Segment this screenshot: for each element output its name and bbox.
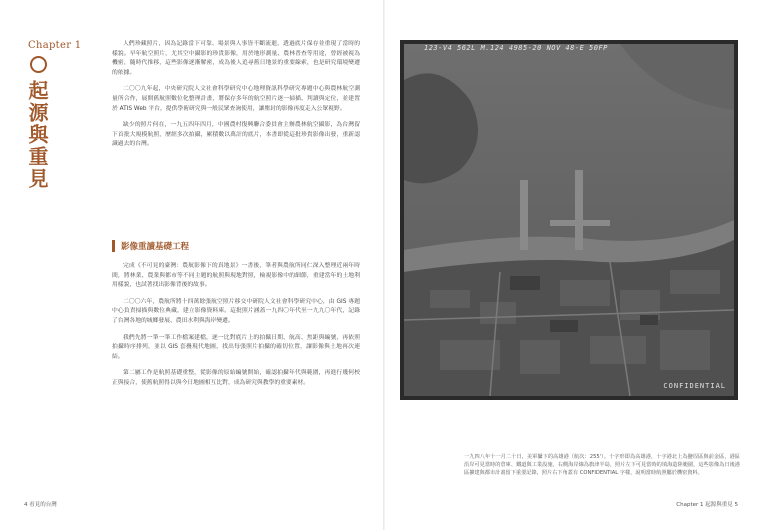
paragraph: 第二屬工作是航照基礎重整，從影像的原始編號開始，確認拍攝年代與範圍，再進行幾何校正與接合，使舊航照得以與今日地圖相互比對，成為研究與教學的重要素材。 xyxy=(112,370,360,386)
chapter-title: 起源與重見 xyxy=(25,80,49,190)
paragraph: 二〇〇九年起，中央研究院人文社會科學研究中心地理資訊科學研究專題中心與農林航空測量所合作，展開舊航照數位化整理計畫，將保存多年的航空照片逐一掃描、判讀與定位，並建置於 ATIS Web 平台，提供學術研究與一般民眾查詢使用，讓塵封的影像再度走入公眾視野。 xyxy=(112,86,360,112)
paragraph: 缺少的照片何在，一九五四年四月，中國農村復興聯合委員會主辦農林航空攝影，為台灣留下首批大規模航照，歷經多次拍攝，累積數以萬計的底片，本書即從這批珍貴影像出發，重新認識過去的台灣。 xyxy=(112,122,360,148)
chapter-circle-ornament xyxy=(30,56,47,73)
section-heading xyxy=(112,239,189,253)
paragraph: 二〇〇六年，農航所將十四萬餘張航空照片移交中研院人文社會科學研究中心，由 GIS 專題中心負責掃描與數位典藏，建立影像資料庫。這批照片涵蓋一九四〇年代至一九九〇年代，記錄了台灣各地的城鄉發展、農田水利與海岸變遷。 xyxy=(112,298,360,324)
section-heading-bar xyxy=(112,240,115,252)
folio-left: 4 看見的台灣 xyxy=(24,502,57,508)
folio-right: Chapter 1 起源與重見 5 xyxy=(676,502,738,508)
body-text-bottom xyxy=(112,262,360,396)
body-text-top xyxy=(112,40,360,157)
section-heading-text: 影像重讀基礎工程 xyxy=(121,242,190,252)
aerial-photo-image xyxy=(400,40,738,400)
photo-confidential-stamp: CONFIDENTIAL xyxy=(663,382,726,390)
aerial-photo xyxy=(400,40,738,400)
paragraph: 人們珍藏照片，因為記錄當下可靠、場景與人事皆不斷流逝，透過底片保存並重現了當時的樣貌。早年航空照片，尤其空中攝影的珍貴影像，用於地形測量、農林普查等用途，曾經被視為機密，隨時代推移，這些影像逐漸解密，成為後人追尋舊日地景的重要線索，也是研究環境變遷的依據。 xyxy=(112,41,360,76)
photo-caption: 一九四八年十一月二十日，美軍攝下的高雄港（航次：255'）。十字形即為高雄港，十字港北上為鹽埕區與前金區，港區沿岸可見當時的倉庫、鐵道與工業設施，右側海岸線為旗津半島，照片左下可見當時的填海造陸範圍，這些影像為日後港區擴建與都市計畫留下重要記錄，照片右下角蓋有 CONFIDENTIAL 字樣，說明當時航照屬於機密資料。 xyxy=(464,454,740,477)
paragraph: 我們先將一筆一筆工作檔案建檔，逐一比對底片上的拍攝日期、航高、焦距與編號，再依照拍攝時序排列，並以 GIS 套疊現代地圖，找出每張照片拍攝的確切位置，讓影像與土地再次連結。 xyxy=(112,334,360,360)
chapter-label: Chapter 1 xyxy=(28,40,82,51)
page-gutter xyxy=(383,0,385,530)
photo-header-annotation: 123-V4 562L M.124 4985-20 NOV 48-E 50FP xyxy=(424,44,608,52)
paragraph: 完成《不可見的臺灣：農航影像下的真地景》一書後，筆者與農航所同仁深入整理近兩年時間，將林業、農業與都市等不同主題的航照與現地對照，檢視影像中的細節，重建當年的土地利用樣貌，也試著找出影像背後的故事。 xyxy=(112,263,360,289)
